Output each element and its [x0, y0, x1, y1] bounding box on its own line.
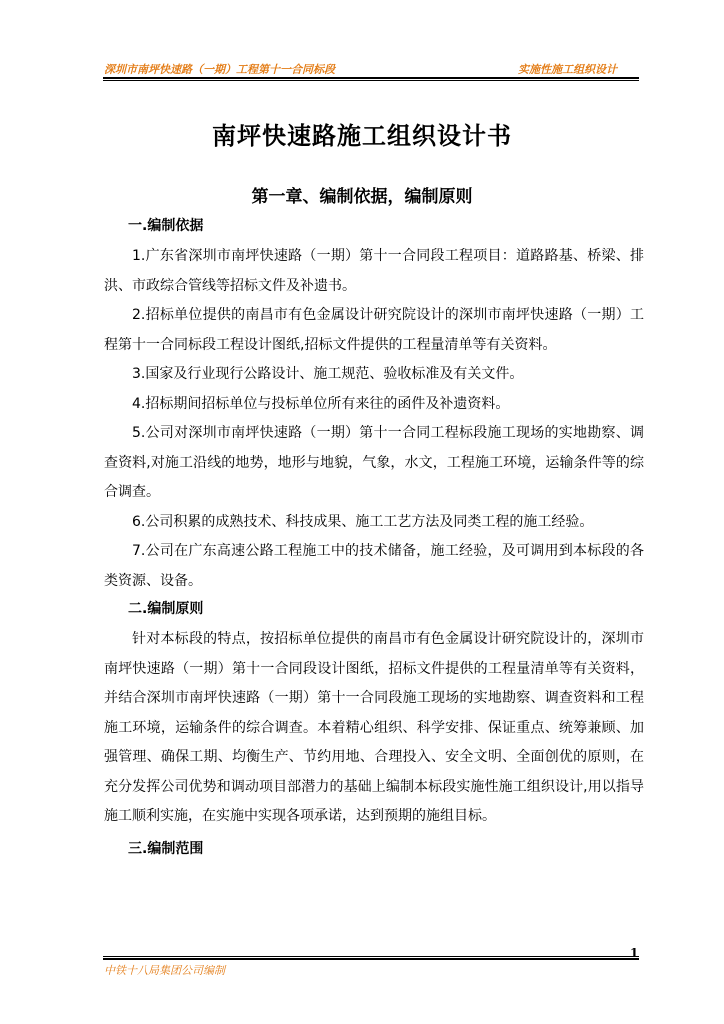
document-body: [104, 213, 644, 863]
paragraph-basis-4: 4.招标期间招标单位与投标单位所有来往的函件及补遗资料。: [132, 395, 510, 412]
paragraph-basis-7: 7.公司在广东高速公路工程施工中的技术储备，施工经验，及可调用到本标段的各类资源、设备。: [104, 543, 644, 589]
section-heading-principles: 二.编制原则: [128, 601, 204, 617]
paragraph-basis-5: 5.公司对深圳市南坪快速路（一期）第十一合同工程标段施工现场的实地勘察、调查资料,对施工沿线的地势，地形与地貌，气象，水文，工程施工环境，运输条件等的综合调查。: [104, 425, 644, 500]
section-heading-basis: 一.编制依据: [128, 218, 204, 234]
paragraph-basis-3: 3.国家及行业现行公路设计、施工规范、验收标准及有关文件。: [132, 366, 524, 382]
paragraph-basis-1: 1.广东省深圳市南坪快速路（一期）第十一合同段工程项目：道路路基、桥梁、排洪、市政综合管线等招标文件及补遗书。: [104, 248, 644, 294]
running-header-doc-type: 实施性施工组织设计: [518, 63, 617, 76]
running-header-project: 深圳市南坪快速路（一期）工程第十一合同标段: [104, 63, 335, 76]
document-title: 南坪快速路施工组织设计书: [212, 122, 512, 150]
paragraph-basis-2: 2.招标单位提供的南昌市有色金属设计研究院设计的深圳市南坪快速路（一期）工程第十一合同标段工程设计图纸,招标文件提供的工程量清单等有关资料。: [104, 307, 644, 353]
paragraph-basis-6: 6.公司积累的成熟技术、科技成果、施工工艺方法及同类工程的施工经验。: [132, 513, 594, 530]
footer-divider: [103, 956, 639, 960]
section-heading-scope: 三.编制范围: [128, 840, 204, 857]
footer-publisher: 中铁十八局集团公司编制: [104, 964, 225, 977]
paragraph-principles: 针对本标段的特点，按招标单位提供的南昌市有色金属设计研究院设计的，深圳市南坪快速路（一期）第十一合同段设计图纸，招标文件提供的工程量清单等有关资料，并结合深圳市南坪快速路（一期）第十一合同段施工现场的实地勘察、调查资料和工程施工环境，运输条件的综合调查。本着精心组织、科学安排、保证重点、统筹兼顾、加强管理、确保工期、均衡生产、节约用地、合理投入、安全文明、全面创优的原则，在充分发挥公司优势和调动项目部潜力的基础上编制本标段实施性施工组织设计,用以指导施工顺利实施，在实施中实现各项承诺，达到预期的施组目标。: [104, 631, 644, 824]
header-divider: [103, 77, 639, 81]
page-number: 1: [630, 946, 639, 960]
chapter-title: 第一章、编制依据，编制原则: [251, 187, 473, 207]
